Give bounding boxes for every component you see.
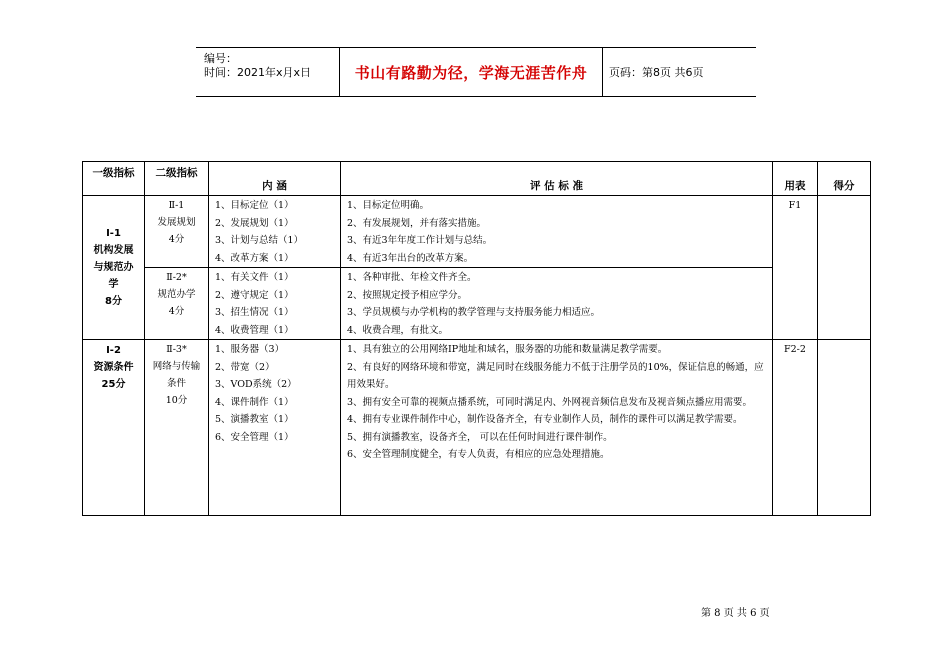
level2-code: Ⅱ-1	[168, 200, 185, 211]
header-level2: 二级指标	[145, 162, 209, 196]
score-cell	[818, 340, 871, 516]
criteria-item: 1、具有独立的公用网络IP地址和域名，服务器的功能和数量满足教学需要。	[347, 344, 668, 355]
header-criteria: 评 估 标 准	[341, 162, 773, 196]
level1-score: 8分	[105, 296, 122, 307]
header-page-code: 页码：第8页 共6页	[609, 66, 704, 79]
content-item: 5、演播教室（1）	[215, 414, 294, 425]
content-item: 4、收费管理（1）	[215, 324, 294, 336]
criteria-item: 3、学员规模与办学机构的教学管理与支持服务能力相适应。	[347, 307, 601, 318]
header-form: 用表	[773, 162, 818, 196]
content-item: 4、课件制作（1）	[215, 396, 294, 408]
criteria-cell	[341, 340, 773, 516]
criteria-item: 2、有发展规划，并有落实措施。	[347, 217, 487, 229]
level1-cell	[83, 340, 145, 516]
page-header	[196, 47, 756, 97]
table-row	[83, 196, 871, 268]
content-item: 3、招生情况（1）	[215, 307, 294, 318]
level2-name: 网络与传输	[152, 361, 201, 372]
content-item: 1、服务器（3）	[215, 344, 285, 355]
content-item: 1、目标定位（1）	[215, 200, 294, 211]
header-meta	[196, 48, 340, 96]
content-item: 2、带宽（2）	[215, 361, 275, 373]
level1-score: 25分	[101, 379, 126, 390]
content-item: 1、有关文件（1）	[215, 272, 294, 283]
level1-name-line: 与规范办	[93, 262, 134, 273]
content-item: 3、VOD系统（2）	[215, 379, 297, 390]
criteria-item: 2、按照规定授予相应学分。	[347, 289, 468, 301]
criteria-item: 1、各种审批、年检文件齐全。	[347, 272, 477, 283]
level1-cell	[83, 196, 145, 340]
criteria-item: 2、有良好的网络环境和带宽，满足同时在线服务能力不低于注册学员的10%，保证信息的畅通，应用效果好。	[347, 361, 764, 390]
level2-name: 规范办学	[157, 289, 196, 300]
content-item: 3、计划与总结（1）	[215, 235, 304, 246]
level1-code: Ⅰ-1	[106, 228, 121, 239]
level1-name-line: 资源条件	[93, 362, 134, 373]
criteria-cell	[341, 268, 773, 340]
table-row	[83, 268, 871, 340]
level2-cell	[145, 340, 209, 516]
table-row	[83, 340, 871, 516]
level1-code: Ⅰ-2	[106, 345, 121, 356]
time-label: 时间：2021年x月x日	[204, 66, 312, 79]
level2-score: 4分	[168, 234, 185, 245]
level1-name-line: 机构发展	[93, 245, 134, 256]
level2-code: Ⅱ-2*	[166, 272, 187, 283]
level1-name-line: 学	[108, 279, 119, 290]
number-label: 编号：	[204, 52, 237, 65]
level2-name: 发展规划	[157, 217, 196, 228]
criteria-item: 1、目标定位明确。	[347, 200, 430, 211]
form-cell: F1	[773, 196, 818, 340]
content-item: 2、遵守规定（1）	[215, 289, 294, 301]
content-item: 2、发展规划（1）	[215, 217, 294, 229]
criteria-item: 4、收费合理，有批文。	[347, 324, 449, 336]
level2-code: Ⅱ-3*	[166, 344, 187, 355]
score-cell	[818, 196, 871, 340]
criteria-item: 4、拥有专业课件制作中心，制作设备齐全，有专业制作人员，制作的课件可以满足教学需要。	[347, 414, 743, 425]
level2-cell	[145, 196, 209, 268]
level2-name: 条件	[166, 378, 186, 389]
content-cell	[209, 196, 341, 268]
level2-cell	[145, 268, 209, 340]
content-item: 4、改革方案（1）	[215, 252, 294, 264]
evaluation-table	[82, 161, 871, 516]
content-cell	[209, 340, 341, 516]
form-cell: F2-2	[773, 340, 818, 516]
table-header-row	[83, 162, 871, 196]
header-level1: 一级指标	[83, 162, 145, 196]
level2-score: 10分	[165, 395, 188, 406]
content-item: 6、安全管理（1）	[215, 431, 294, 443]
criteria-item: 6、安全管理制度健全，有专人负责，有相应的应急处理措施。	[347, 449, 610, 460]
level2-score: 4分	[168, 306, 185, 317]
header-score: 得分	[818, 162, 871, 196]
criteria-cell	[341, 196, 773, 268]
criteria-item: 5、拥有演播教室，设备齐全， 可以在任何时间进行课件制作。	[347, 431, 613, 443]
page-footer: 第 8 页 共 6 页	[701, 608, 770, 619]
header-motto: 书山有路勤为径，学海无涯苦作舟	[340, 48, 603, 96]
header-content: 内 涵	[209, 162, 341, 196]
content-cell	[209, 268, 341, 340]
criteria-item: 4、有近3年出台的改革方案。	[347, 252, 474, 264]
criteria-item: 3、有近3年年度工作计划与总结。	[347, 235, 493, 246]
criteria-item: 3、拥有安全可靠的视频点播系统，可同时满足内、外网视音频信息发布及视音频点播应用需要。	[347, 396, 753, 408]
